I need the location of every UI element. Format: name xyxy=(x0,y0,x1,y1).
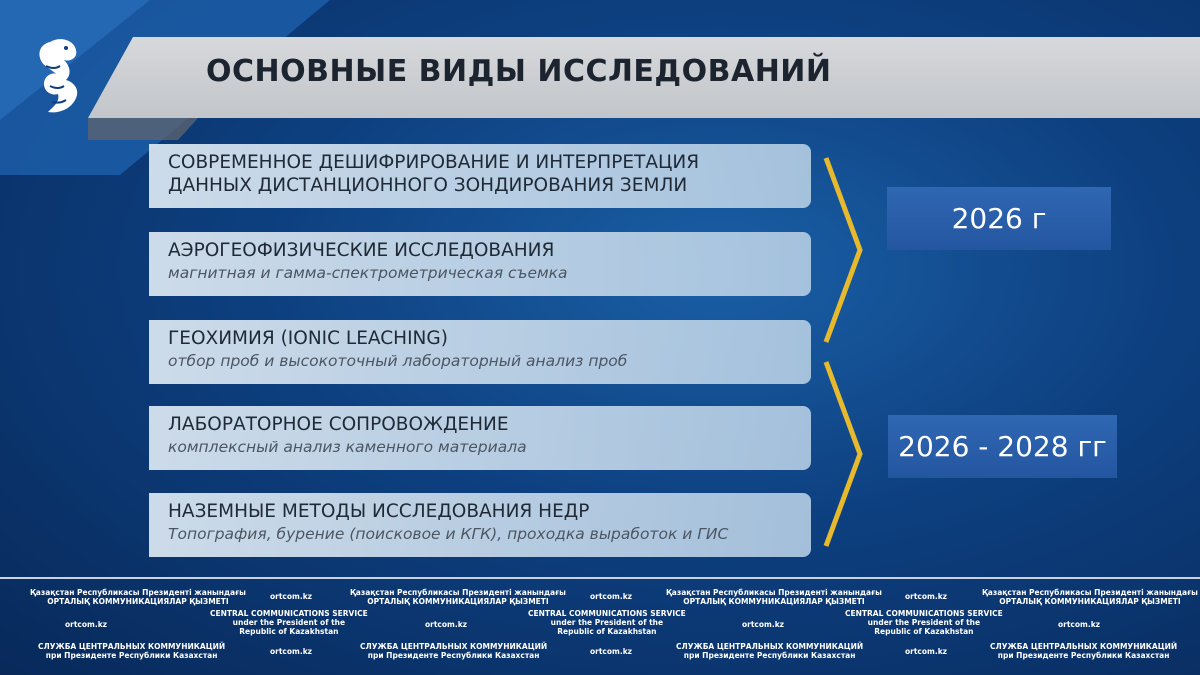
year-badge-2026-2028: 2026 - 2028 гг xyxy=(888,415,1117,478)
footer-ru-block: СЛУЖБА ЦЕНТРАЛЬНЫХ КОММУНИКАЦИЙ при Президенте Республики Казахстан xyxy=(360,642,548,660)
research-item-remote-sensing xyxy=(149,144,811,208)
item-subtitle: магнитная и гамма-спектрометрическая съемка xyxy=(168,264,568,282)
footer-site: ortcom.kz xyxy=(905,592,948,601)
footer-site: ortcom.kz xyxy=(270,647,313,656)
snow-leopard-logo-icon xyxy=(30,36,86,120)
footer-site: ortcom.kz xyxy=(590,647,633,656)
footer-kz-block: Қазақстан Республикасы Президенті жанындағы ОРТАЛЫҚ КОММУНИКАЦИЯЛАР ҚЫЗМЕТІ xyxy=(982,588,1198,606)
item-title: ЛАБОРАТОРНОЕ СОПРОВОЖДЕНИЕ xyxy=(168,414,509,435)
item-subtitle: комплексный анализ каменного материала xyxy=(168,438,527,456)
year-badge-2026: 2026 г xyxy=(887,187,1111,250)
footer-site: ortcom.kz xyxy=(425,620,468,629)
footer-ru-block: СЛУЖБА ЦЕНТРАЛЬНЫХ КОММУНИКАЦИЙ при Президенте Республики Казахстан xyxy=(990,642,1178,660)
footer-site: ortcom.kz xyxy=(905,647,948,656)
item-subtitle: Топография, бурение (поисковое и КГК), проходка выработок и ГИС xyxy=(168,525,729,543)
footer-kz-block: Қазақстан Республикасы Президенті жанындағы ОРТАЛЫҚ КОММУНИКАЦИЯЛАР ҚЫЗМЕТІ xyxy=(30,588,246,606)
footer-en-block: CENTRAL COMMUNICATIONS SERVICE under the President of the Republic of Kazakhstan xyxy=(210,609,368,636)
item-title: НАЗЕМНЫЕ МЕТОДЫ ИССЛЕДОВАНИЯ НЕДР xyxy=(168,501,590,522)
footer-kz-block: Қазақстан Республикасы Президенті жанындағы ОРТАЛЫҚ КОММУНИКАЦИЯЛАР ҚЫЗМЕТІ xyxy=(350,588,566,606)
item-subtitle: отбор проб и высокоточный лабораторный анализ проб xyxy=(168,352,628,370)
footer-site: ortcom.kz xyxy=(270,592,313,601)
footer-site: ortcom.kz xyxy=(742,620,785,629)
chevron-bracket-top xyxy=(826,158,860,342)
footer-site: ortcom.kz xyxy=(1058,620,1101,629)
footer-ru-block: СЛУЖБА ЦЕНТРАЛЬНЫХ КОММУНИКАЦИЙ при Президенте Республики Казахстан xyxy=(38,642,226,660)
page-title: ОСНОВНЫЕ ВИДЫ ИССЛЕДОВАНИЙ xyxy=(206,54,832,89)
chevron-bracket-bottom xyxy=(826,362,860,546)
footer-divider xyxy=(0,577,1200,579)
research-item-aerogeophysics xyxy=(149,232,811,296)
item-title-line2: ДАННЫХ ДИСТАНЦИОННОГО ЗОНДИРОВАНИЯ ЗЕМЛИ xyxy=(168,175,688,196)
item-title: ГЕОХИМИЯ (IONIC LEACHING) xyxy=(168,328,448,349)
research-item-ground-methods xyxy=(149,493,811,557)
footer-ru-block: СЛУЖБА ЦЕНТРАЛЬНЫХ КОММУНИКАЦИЙ при Президенте Республики Казахстан xyxy=(676,642,864,660)
footer-en-block: CENTRAL COMMUNICATIONS SERVICE under the President of the Republic of Kazakhstan xyxy=(528,609,686,636)
research-item-laboratory xyxy=(149,406,811,470)
footer-site: ortcom.kz xyxy=(590,592,633,601)
footer-en-block: CENTRAL COMMUNICATIONS SERVICE under the President of the Republic of Kazakhstan xyxy=(845,609,1003,636)
item-title: СОВРЕМЕННОЕ ДЕШИФРИРОВАНИЕ И ИНТЕРПРЕТАЦИЯ xyxy=(168,152,700,173)
research-item-geochemistry xyxy=(149,320,811,384)
footer-kz-block: Қазақстан Республикасы Президенті жанындағы ОРТАЛЫҚ КОММУНИКАЦИЯЛАР ҚЫЗМЕТІ xyxy=(666,588,882,606)
chevron-brackets xyxy=(818,150,878,550)
item-title: АЭРОГЕОФИЗИЧЕСКИЕ ИССЛЕДОВАНИЯ xyxy=(168,240,555,261)
footer-site: ortcom.kz xyxy=(65,620,108,629)
footer-watermark xyxy=(0,582,1200,675)
